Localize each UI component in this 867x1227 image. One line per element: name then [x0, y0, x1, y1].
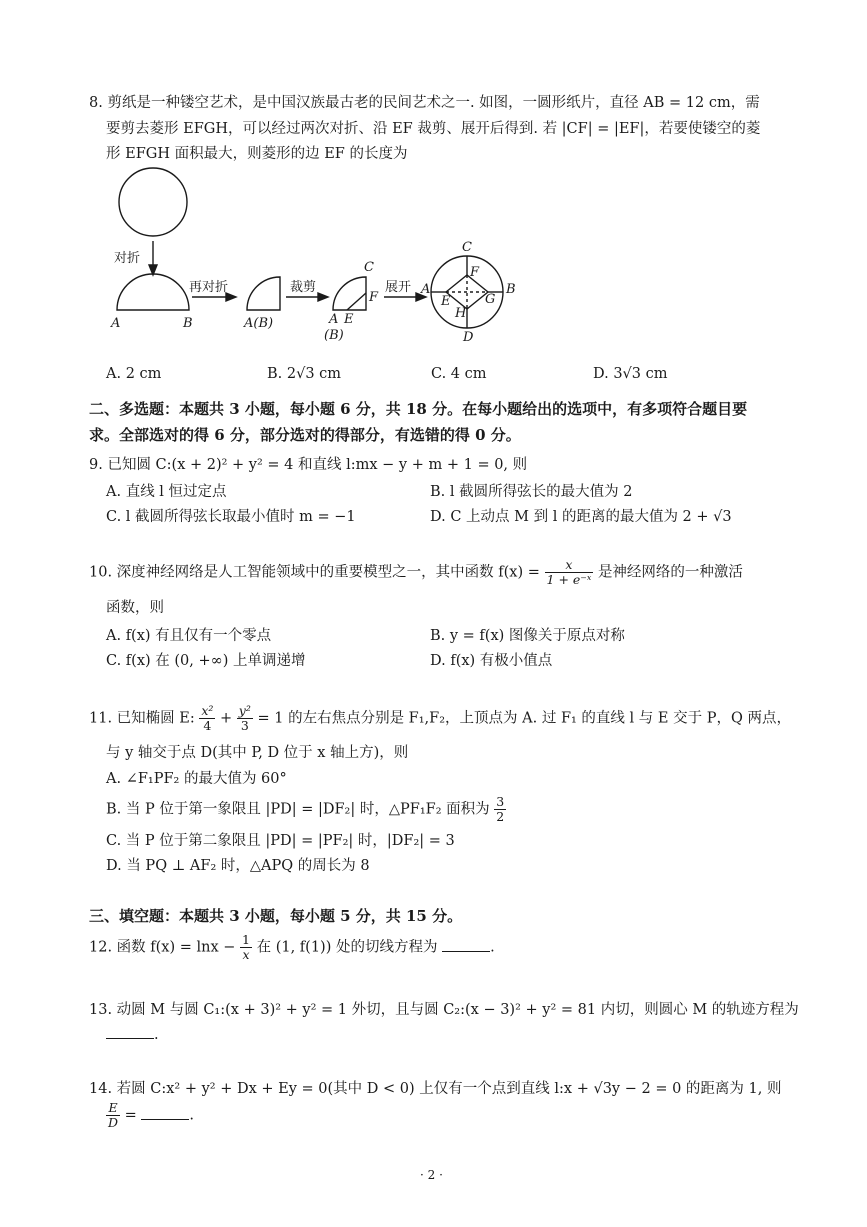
q10-frac-num: x	[545, 558, 594, 573]
q11-option-a: A. ∠F₁PF₂ 的最大值为 60°	[106, 771, 287, 787]
paper-cutting-figure	[100, 165, 530, 345]
q14-period: .	[189, 1107, 195, 1124]
q12-period: .	[490, 939, 495, 956]
q11-frac-y	[237, 704, 253, 733]
cut-label: 裁剪	[290, 280, 317, 295]
q10-stem-post: 是神经网络的一种激活	[597, 564, 743, 581]
cut-quarter-shape	[333, 277, 366, 310]
label-d: D	[463, 330, 474, 345]
q13-answer-line	[106, 1024, 159, 1043]
q10-stem-line1	[89, 558, 743, 587]
q11-f1-den: 4	[203, 718, 212, 733]
semicircle-shape	[117, 274, 189, 310]
q12-stem	[89, 933, 495, 962]
q8-option-a: A. 2 cm	[106, 366, 162, 382]
q14-frac-den: D	[108, 1115, 119, 1130]
label-ab: A(B)	[244, 316, 274, 331]
label-a-unfold: A	[421, 282, 431, 297]
q9-option-c: C. l 截圆所得弦长取最小值时 m = −1	[106, 509, 356, 525]
q11-f2-num: y²	[238, 703, 251, 718]
label-f-cut: F	[369, 290, 379, 305]
q10-fraction	[545, 558, 594, 587]
section3-heading: 三、填空题：本题共 3 小题，每小题 5 分，共 15 分。	[89, 907, 463, 925]
q11-optb-fraction	[494, 795, 506, 824]
q12-answer-blank[interactable]	[442, 937, 490, 952]
q10-stem-line2: 函数，则	[106, 600, 164, 616]
q11-stem-post: = 1 的左右焦点分别是 F₁,F₂，上顶点为 A. 过 F₁ 的直线 l 与 E 交于 P，Q 两点，	[257, 710, 791, 727]
q10-option-a: A. f(x) 有且仅有一个零点	[106, 628, 272, 644]
q11-option-d: D. 当 PQ ⊥ AF₂ 时，△APQ 的周长为 8	[106, 858, 370, 874]
q9-option-a: A. 直线 l 恒过定点	[106, 484, 227, 500]
fold-again-label: 再对折	[189, 280, 229, 295]
q11-f2-den: 3	[240, 718, 249, 733]
q12-stem-post: 在 (1, f(1)) 处的切线方程为	[256, 939, 438, 956]
q14-answer-line	[106, 1101, 194, 1130]
label-a-cut: A	[329, 312, 339, 327]
q10-option-c: C. f(x) 在 (0, +∞) 上单调递增	[106, 653, 306, 669]
q11-optb-den: 2	[496, 809, 505, 824]
q11-frac-x	[199, 704, 215, 733]
q8-option-b: B. 2√3 cm	[267, 366, 342, 382]
q10-frac-den: 1 + e⁻ˣ	[546, 572, 592, 587]
fold-label: 对折	[114, 251, 141, 266]
q11-plus: +	[220, 710, 233, 727]
q14-frac-num: E	[106, 1101, 120, 1116]
q14-stem: 14. 若圆 C:x² + y² + Dx + Ey = 0(其中 D < 0) 上仅有一个点到直线 l:x + √3y − 2 = 0 的距离为 1, 则	[89, 1081, 782, 1097]
label-e-cut: E	[344, 312, 354, 327]
q8-option-d: D. 3√3 cm	[593, 366, 668, 382]
label-h: H	[455, 306, 467, 321]
q10-option-d: D. f(x) 有极小值点	[430, 653, 553, 669]
q11-option-c: C. 当 P 位于第二象限且 |PD| = |PF₂| 时，|DF₂| = 3	[106, 833, 455, 849]
label-c: C	[462, 240, 472, 255]
label-b: B	[183, 316, 193, 331]
q13-period: .	[154, 1027, 159, 1043]
label-e: E	[441, 294, 451, 309]
q8-line3: 形 EFGH 面积最大，则菱形的边 EF 的长度为	[106, 146, 408, 162]
q11-optb-num: 3	[496, 794, 505, 809]
page-number: · 2 ·	[420, 1168, 443, 1182]
q12-frac-num: 1	[242, 932, 250, 947]
quarter-circle-shape	[247, 277, 280, 310]
label-f: F	[470, 265, 480, 280]
label-g: G	[485, 292, 496, 307]
q14-answer-blank[interactable]	[141, 1105, 189, 1120]
q11-f1-num: x²	[201, 703, 214, 718]
label-a: A	[111, 316, 121, 331]
label-b-unfold: B	[506, 282, 516, 297]
q11-stem-line2: 与 y 轴交于点 D(其中 P, D 位于 x 轴上方)，则	[106, 745, 409, 761]
q14-equals: =	[124, 1107, 137, 1124]
label-b-paren: (B)	[324, 328, 344, 343]
q11-stem-line1	[89, 704, 791, 733]
q13-stem: 13. 动圆 M 与圆 C₁:(x + 3)² + y² = 1 外切，且与圆 C₂:(x − 3)² + y² = 81 内切，则圆心 M 的轨迹方程为	[89, 1002, 799, 1018]
q10-option-b: B. y = f(x) 图像关于原点对称	[430, 628, 625, 644]
q12-fraction	[240, 933, 252, 962]
unfold-label: 展开	[385, 280, 412, 295]
q12-stem-pre: 12. 函数 f(x) = lnx −	[89, 939, 236, 956]
q9-stem: 9. 已知圆 C:(x + 2)² + y² = 4 和直线 l:mx − y + m + 1 = 0, 则	[89, 457, 528, 473]
label-c-cut: C	[364, 260, 374, 275]
q9-option-b: B. l 截圆所得弦长的最大值为 2	[430, 484, 633, 500]
q14-fraction	[106, 1101, 120, 1130]
full-circle-shape	[119, 168, 187, 236]
q13-answer-blank[interactable]	[106, 1024, 154, 1039]
q8-line2: 要剪去菱形 EFGH，可以经过两次对折、沿 EF 裁剪、展开后得到. 若 |CF| = |EF|，若要使镂空的菱	[106, 121, 761, 137]
section2-heading-line1: 二、多选题：本题共 3 小题，每小题 6 分，共 18 分。在每小题给出的选项中，有多项符合题目要	[89, 400, 748, 418]
q12-frac-den: x	[242, 947, 250, 962]
q8-option-c: C. 4 cm	[431, 366, 487, 382]
section2-heading-line2: 求。全部选对的得 6 分，部分选对的得部分，有选错的得 0 分。	[89, 426, 521, 444]
q11-option-b	[106, 795, 506, 824]
q11-stem-pre: 11. 已知椭圆 E:	[89, 710, 195, 727]
q10-stem-pre: 10. 深度神经网络是人工智能领域中的重要模型之一，其中函数 f(x) =	[89, 564, 540, 581]
q8-line1: 8. 剪纸是一种镂空艺术，是中国汉族最古老的民间艺术之一. 如图，一圆形纸片，直径 AB = 12 cm，需	[89, 95, 760, 111]
q11-optb-text: B. 当 P 位于第一象限且 |PD| = |DF₂| 时，△PF₁F₂ 面积为	[106, 801, 490, 818]
q9-option-d: D. C 上动点 M 到 l 的距离的最大值为 2 + √3	[430, 509, 732, 525]
